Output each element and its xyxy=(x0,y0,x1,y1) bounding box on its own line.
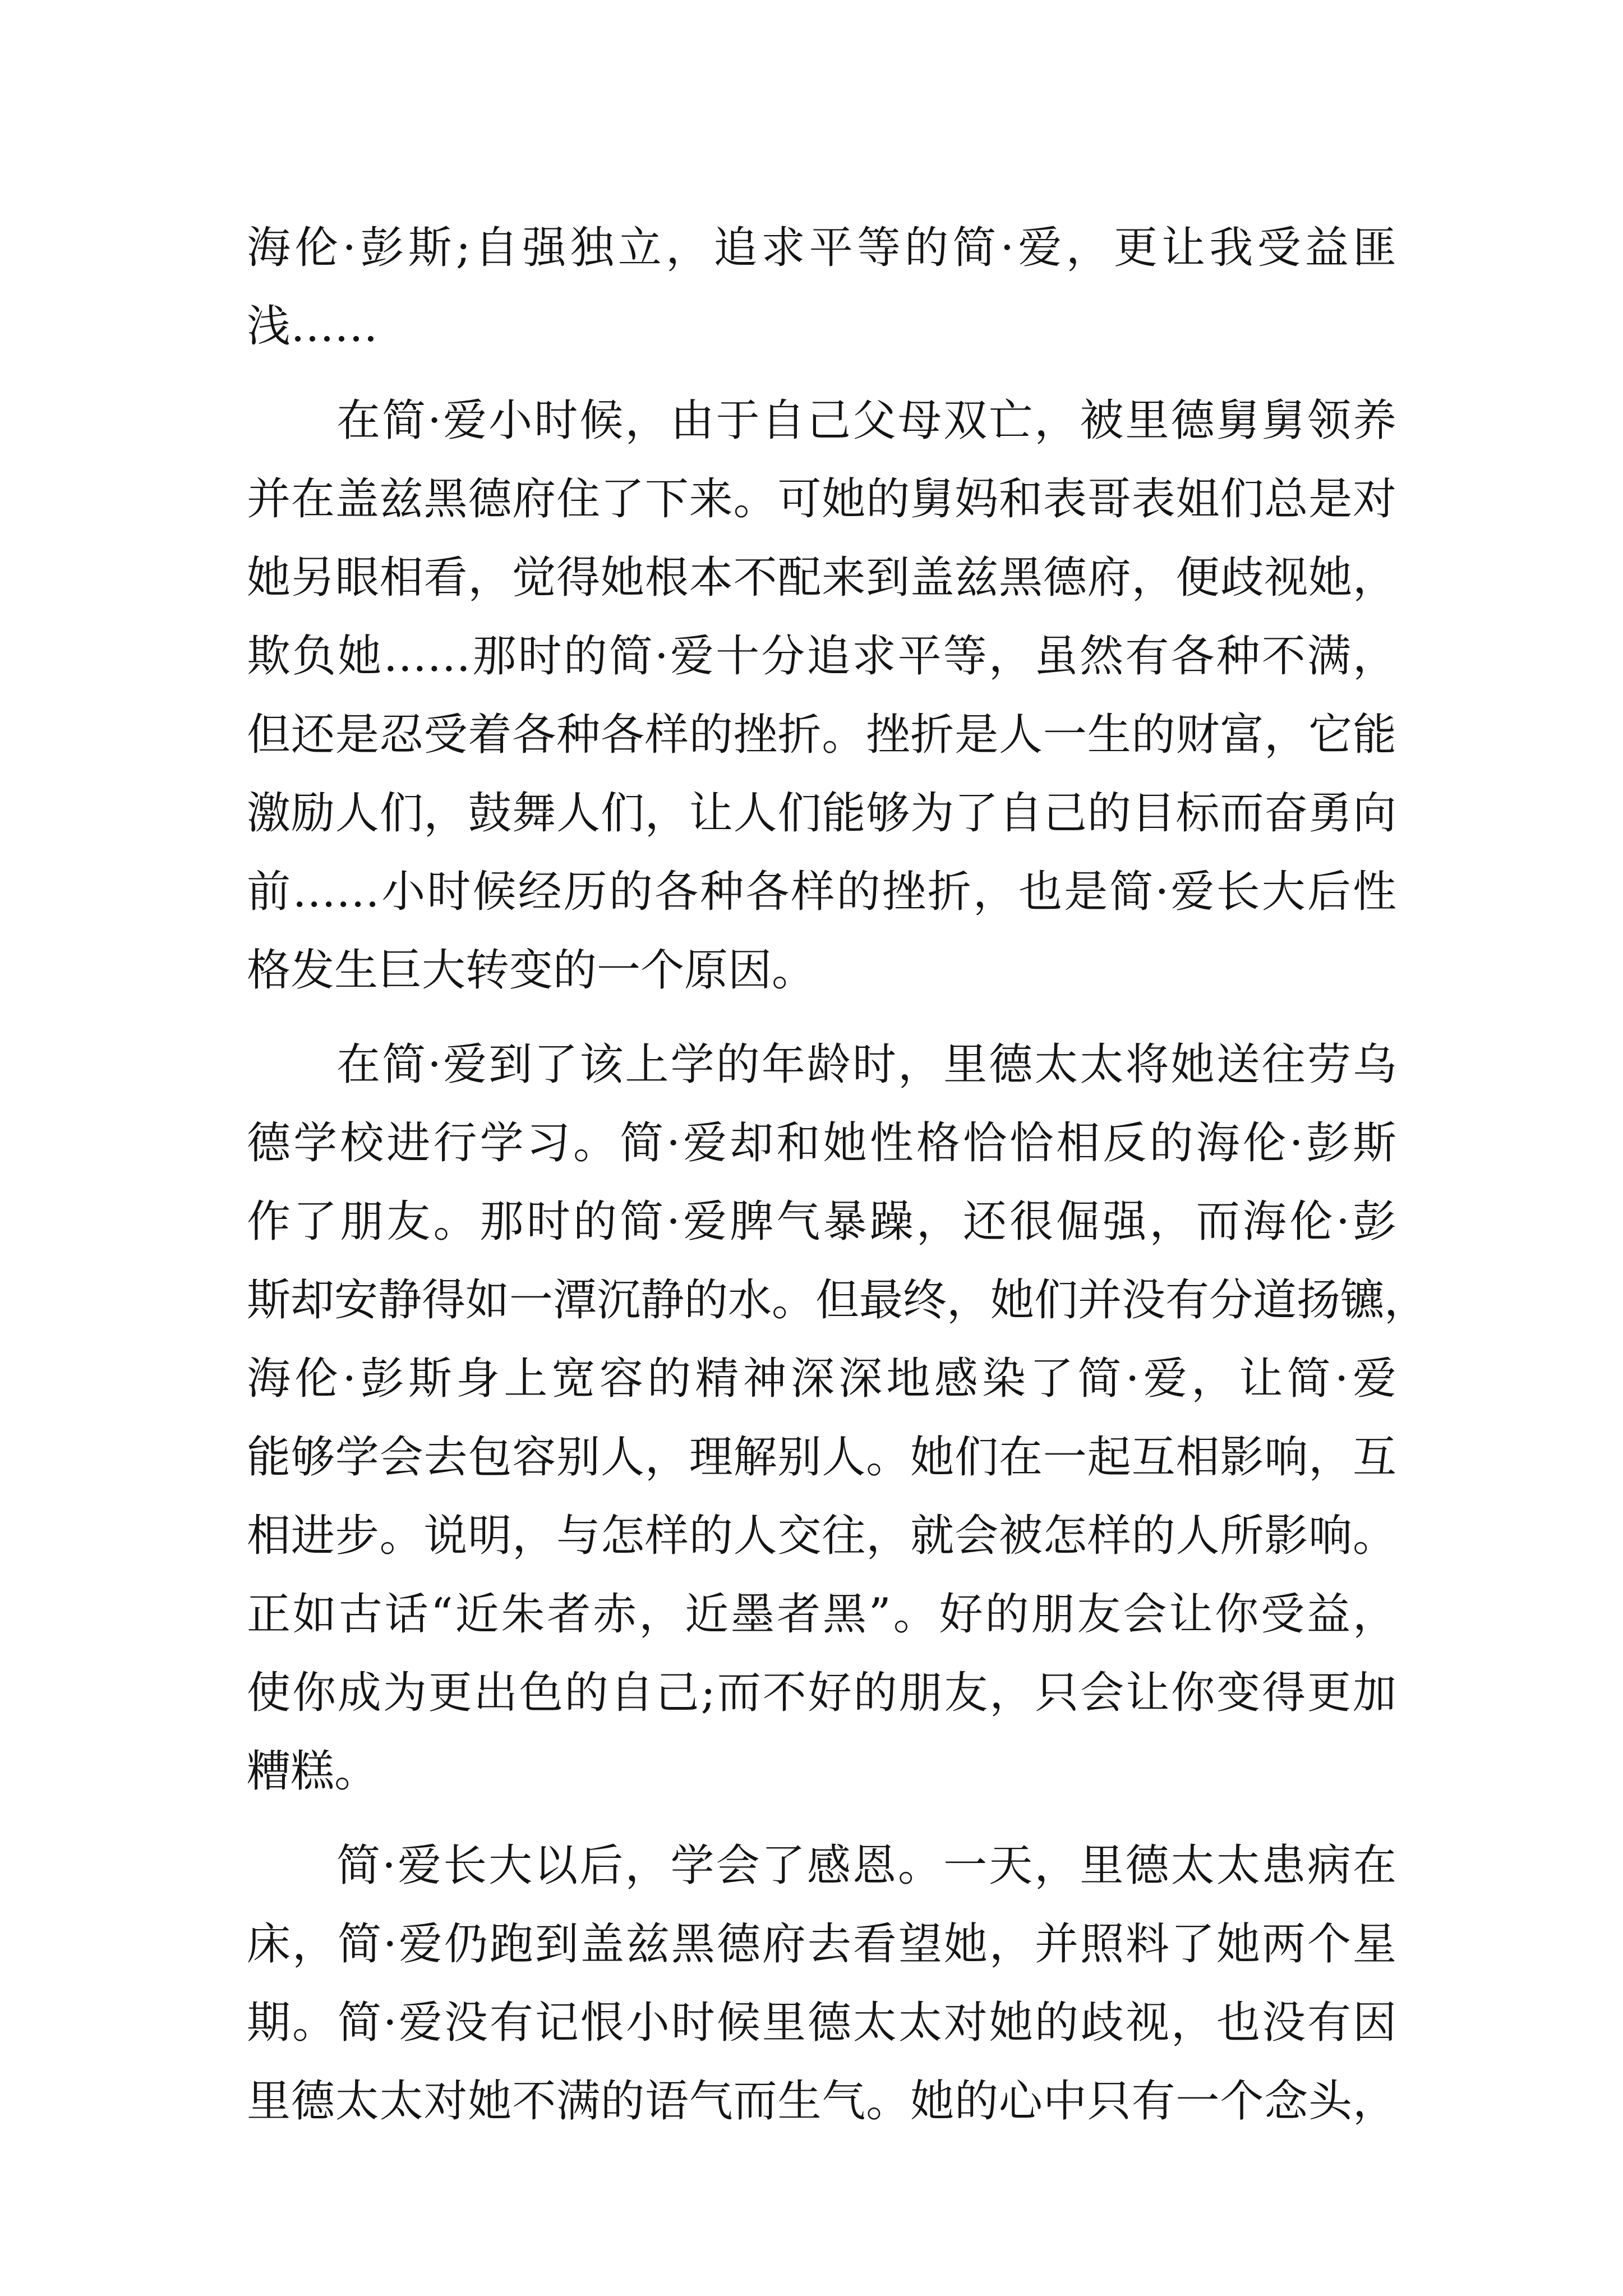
paragraph xyxy=(247,381,1396,1010)
text-line: 能够学会去包容别人，理解别人。她们在一起互相影响，互 xyxy=(247,1432,1396,1483)
text-line: 里德太太对她不满的语气而生气。她的心中只有一个念头， xyxy=(247,2076,1396,2127)
text-line: 浅…… xyxy=(247,301,379,352)
text-line: 激励人们，鼓舞人们，让人们能够为了自己的目标而奋勇向 xyxy=(247,788,1396,839)
paragraph xyxy=(247,1025,1428,1811)
text-line: 欺负她……那时的简·爱十分追求平等，虽然有各种不满， xyxy=(247,631,1396,682)
text-line: 在简·爱到了该上学的年龄时，里德太太将她送往劳乌 xyxy=(336,1039,1396,1090)
document-body xyxy=(247,209,1428,2141)
text-line: 使你成为更出色的自己;而不好的朋友，只会让你变得更加 xyxy=(247,1668,1396,1718)
text-line: 并在盖兹黑德府住了下来。可她的舅妈和表哥表姐们总是对 xyxy=(247,474,1396,524)
text-line: 正如古话“近朱者赤，近墨者黑”。好的朋友会让你受益， xyxy=(247,1589,1396,1640)
text-line: 糟糕。 xyxy=(247,1746,379,1797)
paragraph xyxy=(247,1826,1396,2141)
text-line: 斯却安静得如一潭沉静的水。但最终，她们并没有分道扬镳， xyxy=(247,1275,1428,1326)
text-line: 前……小时候经历的各种各样的挫折，也是简·爱长大后性 xyxy=(247,867,1396,917)
text-line: 床，简·爱仍跑到盖兹黑德府去看望她，并照料了她两个星 xyxy=(247,1919,1396,1970)
text-line: 她另眼相看，觉得她根本不配来到盖兹黑德府，便歧视她， xyxy=(247,553,1396,603)
text-line: 相进步。说明，与怎样的人交往，就会被怎样的人所影响。 xyxy=(247,1511,1396,1561)
text-line: 海伦·彭斯;自强独立，追求平等的简·爱，更让我受益匪 xyxy=(247,223,1396,273)
text-line: 格发生巨大转变的一个原因。 xyxy=(247,945,816,996)
text-line: 作了朋友。那时的简·爱脾气暴躁，还很倔强，而海伦·彭 xyxy=(247,1197,1396,1247)
text-line: 德学校进行学习。简·爱却和她性格恰恰相反的海伦·彭斯 xyxy=(247,1118,1396,1168)
text-line: 期。简·爱没有记恨小时候里德太太对她的歧视，也没有因 xyxy=(247,1998,1396,2048)
text-line: 简·爱长大以后，学会了感恩。一天，里德太太患病在 xyxy=(336,1841,1396,1891)
text-line: 在简·爱小时候，由于自己父母双亡，被里德舅舅领养 xyxy=(336,395,1396,446)
paragraph xyxy=(247,209,1396,366)
text-line: 但还是忍受着各种各样的挫折。挫折是人一生的财富，它能 xyxy=(247,710,1396,760)
text-line: 海伦·彭斯身上宽容的精神深深地感染了简·爱，让简·爱 xyxy=(247,1354,1396,1404)
